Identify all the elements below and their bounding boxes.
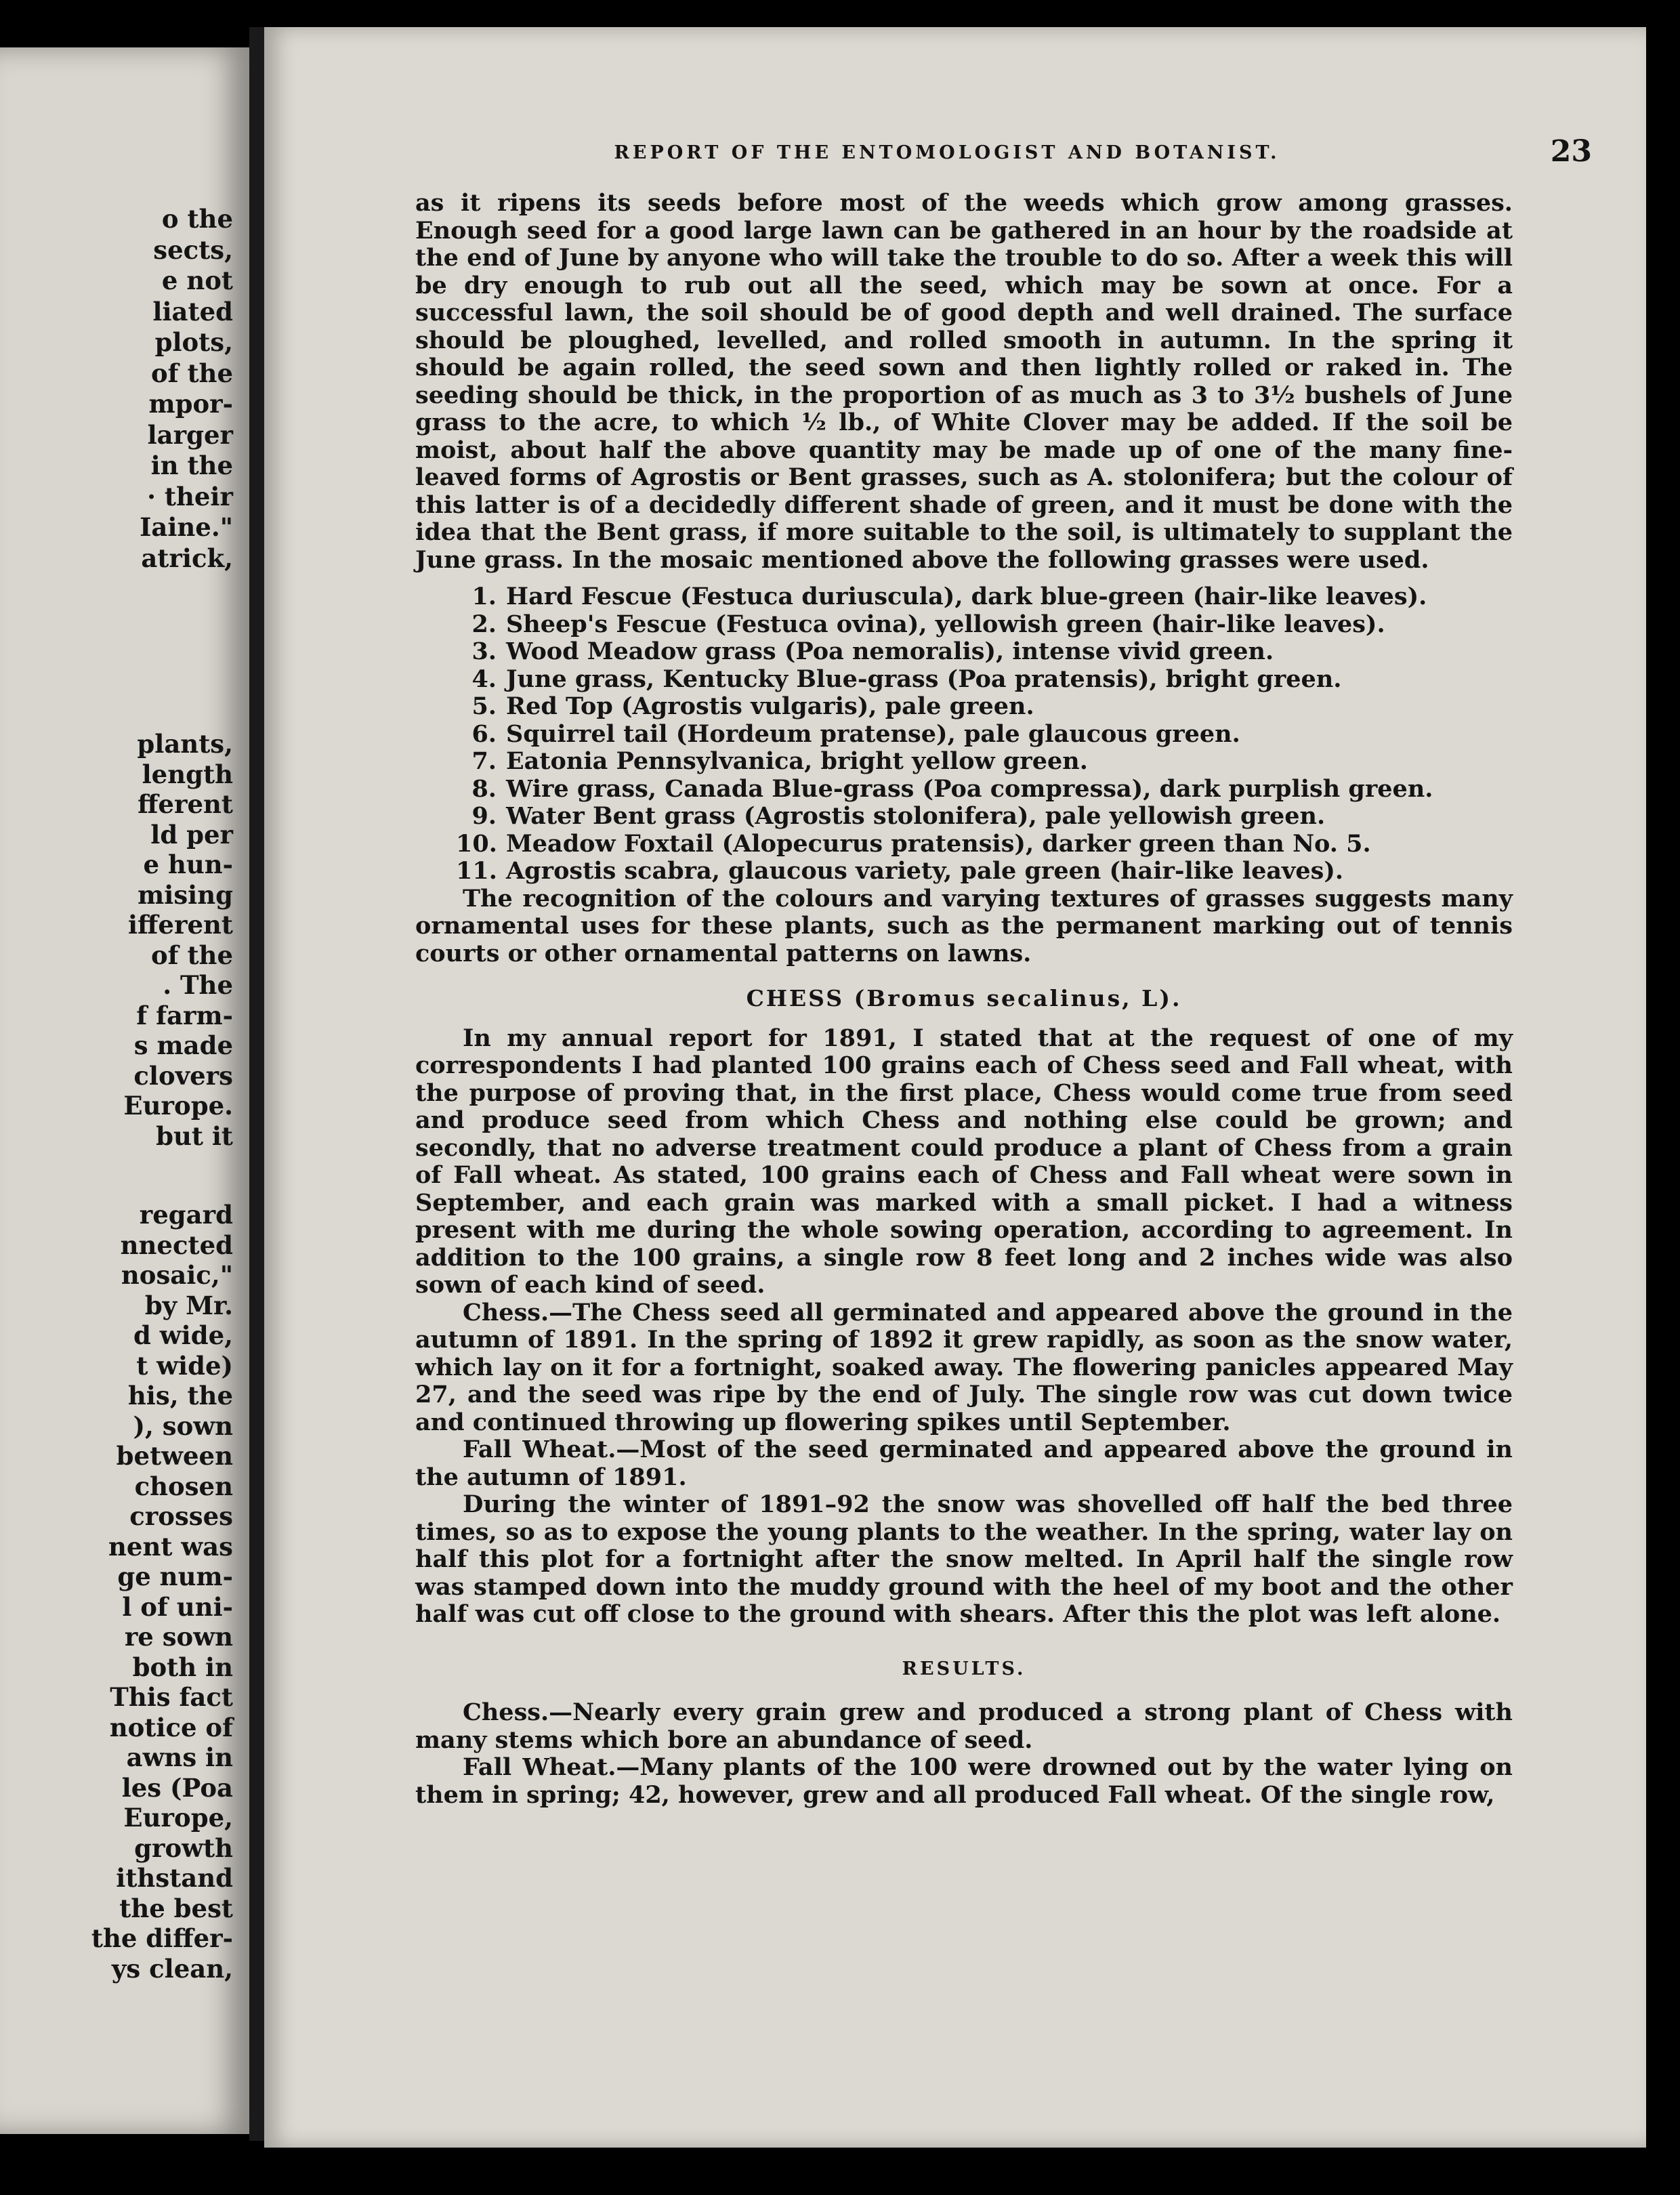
left-page-line: fferent <box>138 789 233 819</box>
grass-list-item <box>456 666 1513 694</box>
left-page-line: larger <box>147 419 233 450</box>
grass-list-text: Sheep's Fescue (Festuca ovina), yellowish green (hair-like leaves). <box>506 610 1385 638</box>
left-page-line: Europe, <box>123 1803 233 1833</box>
left-page-line: plots, <box>154 327 233 357</box>
left-page-line: ), sown <box>133 1410 233 1441</box>
paragraph-chess-experiment: In my annual report for 1891, I stated that at the request of one of my correspondents I had planted 100 grains each of Chess seed and Fall wheat, with the purpose of proving that, in the first place, Chess would come true from seed and produce seed from which Chess and nothing else could be grown; and secondly, that no adverse treatment could produce a plant of Chess from a grain of Fall wheat. As stated, 100 grains each of Chess and Fall wheat were sown in September, and each grain was marked with a small picket. I had a witness present with me during the whole sowing operation, according to agreement. In addition to the 100 grains, a single row 8 feet long and 2 inches wide was also sown of each kind of seed. <box>415 1024 1513 1299</box>
grass-list-text: Eatonia Pennsylvanica, bright yellow green. <box>506 747 1088 775</box>
left-page-line: his, the <box>127 1381 233 1410</box>
left-page-line: growth <box>134 1833 233 1863</box>
left-page-line: . The <box>163 970 233 1000</box>
left-page-line: e hun- <box>143 850 233 879</box>
left-page-line: atrick, <box>141 543 233 573</box>
left-page-line: the best <box>119 1893 233 1923</box>
grass-list-item <box>456 831 1513 858</box>
left-page-line: ld per <box>150 819 233 850</box>
left-page-line: the differ- <box>91 1923 233 1953</box>
left-page-line: nent was <box>108 1531 233 1562</box>
grass-list-item <box>456 693 1513 721</box>
grass-list-number: 6. <box>471 719 497 748</box>
grass-list-number: 5. <box>471 692 497 720</box>
left-page-line: Iaine." <box>140 512 233 542</box>
left-page-line: crosses <box>129 1501 233 1531</box>
grass-list-text: Hard Fescue (Festuca duriuscula), dark blue-green (hair-like leaves). <box>506 583 1427 610</box>
left-page-line: ys clean, <box>111 1953 233 1984</box>
left-page-line: o the <box>161 204 233 234</box>
grass-list-text: June grass, Kentucky Blue-grass (Poa pratensis), bright green. <box>506 665 1342 693</box>
left-page-line: re sown <box>124 1622 233 1652</box>
grass-list-text: Wire grass, Canada Blue-grass (Poa compressa), dark purplish green. <box>506 774 1433 803</box>
left-page-line: ge num- <box>117 1562 233 1591</box>
body-text <box>415 190 1513 1809</box>
left-page-line: ithstand <box>116 1863 233 1893</box>
left-page-line: chosen <box>134 1471 233 1501</box>
left-page-line: clovers <box>133 1060 233 1091</box>
grass-list-number: 8. <box>471 774 497 803</box>
running-head: REPORT OF THE ENTOMOLOGIST AND BOTANIST. <box>614 142 1280 163</box>
paragraph-winter-treatment: During the winter of 1891–92 the snow was shovelled off half the bed three times, so as to expose the young plants to the weather. In the spring, water lay on half this plot for a fortnight after the snow melted. In April half the single row was stamped down into the muddy ground with the heel of my boot and the other half was cut off close to the ground with shears. After this the plot was left alone. <box>415 1490 1513 1628</box>
page-gutter <box>249 27 264 2141</box>
grass-list <box>415 583 1513 885</box>
grass-list-text: Red Top (Agrostis vulgaris), pale green. <box>506 692 1034 720</box>
section-heading-results: RESULTS. <box>902 1658 1026 1679</box>
left-page-line: mising <box>138 879 233 910</box>
paragraph-ornamental-uses: The recognition of the colours and varying textures of grasses suggests many ornamental uses for these plants, such as the permanent marking out of tennis courts or other ornamental patterns on lawns. <box>415 884 1513 967</box>
left-page-line: length <box>142 759 233 789</box>
grass-list-text: Water Bent grass (Agrostis stolonifera), pale yellowish green. <box>506 802 1326 830</box>
grass-list-item <box>456 803 1513 831</box>
grass-list-number: 4. <box>471 665 497 693</box>
page-number: 23 <box>1550 134 1592 169</box>
left-page-line: between <box>116 1441 233 1471</box>
left-page-line: This fact <box>110 1682 233 1712</box>
paragraph-chess-growth: Chess.—The Chess seed all germinated and appeared above the ground in the autumn of 1891. In the spring of 1892 it grew rapidly, as soon as the snow water, which lay on it for a fortnight, soaked away. The flowering panicles appeared May 27, and the seed was ripe by the end of July. The single row was cut down twice and continued throwing up flowering spikes until September. <box>415 1298 1513 1436</box>
left-page-line: both in <box>132 1652 233 1682</box>
section-heading-chess: CHESS (Bromus secalinus, L). <box>746 985 1182 1011</box>
paragraph-results-chess: Chess.—Nearly every grain grew and produced a strong plant of Chess with many stems which bore an abundance of seed. <box>415 1698 1513 1754</box>
grass-list-number: 11. <box>456 857 497 885</box>
grass-list-number: 9. <box>471 802 497 830</box>
left-page-line: d wide, <box>133 1320 233 1350</box>
paragraph-results-fall-wheat: Fall Wheat.—Many plants of the 100 were drowned out by the water lying on them in spring; 42, however, grew and all produced Fall wheat. Of the single row, <box>415 1753 1513 1809</box>
grass-list-text: Squirrel tail (Hordeum pratense), pale glaucous green. <box>506 719 1240 748</box>
grass-list-item <box>456 721 1513 749</box>
grass-list-item <box>456 748 1513 776</box>
grass-list-item <box>456 776 1513 803</box>
grass-list-item <box>456 611 1513 639</box>
grass-list-number: 10. <box>456 829 497 858</box>
left-page-line: of the <box>150 940 233 970</box>
left-page-line: Europe. <box>123 1091 233 1121</box>
left-page-line: · their <box>147 481 233 511</box>
left-page-line: liated <box>152 296 233 327</box>
left-page-line: f farm- <box>136 1000 233 1030</box>
grass-list-text: Agrostis scabra, glaucous variety, pale green (hair-like leaves). <box>506 857 1344 885</box>
left-page-line: nnected <box>120 1230 233 1260</box>
left-page-line: t wide) <box>136 1350 233 1381</box>
left-page-line: les (Poa <box>121 1772 233 1803</box>
grass-list-item <box>456 638 1513 666</box>
paragraph-lawn-seeding: as it ripens its seeds before most of the weeds which grow among grasses. Enough seed for a good large lawn can be gathered in an hour by the roadside at the end of June by anyone who will take the trouble to do so. After a week this will be dry enough to rub out all the seed, which may be sown at once. For a successful lawn, the soil should be of good depth and well drained. The surface should be ploughed, levelled, and rolled smooth in autumn. In the spring it should be again rolled, the seed sown and then lightly rolled or raked in. The seeding should be thick, in the proportion of as much as 3 to 3½ bushels of June grass to the acre, to which ½ lb., of White Clover may be added. If the soil be moist, about half the above quantity may be made up of one of the many fine-leaved forms of Agrostis or Bent grasses, such as A. stolonifera; but the colour of this latter is of a decidedly different shade of green, and it must be done with the idea that the Bent grass, if more suitable to the soil, is ultimately to supplant the June grass. In the mosaic mentioned above the following grasses were used. <box>415 189 1513 574</box>
left-page-line: regard <box>139 1200 233 1230</box>
left-page-line: mpor- <box>148 389 233 419</box>
left-page-line: of the <box>150 358 233 388</box>
grass-list-item <box>456 583 1513 611</box>
grass-list-number: 7. <box>471 747 497 775</box>
left-page-line: by Mr. <box>144 1290 233 1320</box>
left-page-line: notice of <box>109 1712 233 1742</box>
left-facing-page <box>0 47 249 2134</box>
left-page-line: l of uni- <box>122 1591 233 1622</box>
left-page-line: sects, <box>153 234 233 265</box>
left-page-line: in the <box>150 451 233 480</box>
left-page-line: nosaic," <box>121 1260 233 1290</box>
left-page-line: but it <box>156 1121 233 1151</box>
left-page-line: awns in <box>126 1742 233 1772</box>
grass-list-item <box>456 858 1513 885</box>
grass-list-number: 2. <box>471 610 497 638</box>
left-page-line: plants, <box>137 729 233 759</box>
grass-list-number: 1. <box>471 583 497 610</box>
left-page-line: ifferent <box>128 910 233 940</box>
paragraph-fall-wheat: Fall Wheat.—Most of the seed germinated and appeared above the ground in the autumn of 1891. <box>415 1436 1513 1491</box>
grass-list-text: Wood Meadow grass (Poa nemoralis), intense vivid green. <box>506 637 1274 665</box>
left-page-line: s made <box>133 1030 233 1060</box>
grass-list-number: 3. <box>471 637 497 665</box>
left-page-line: e not <box>161 266 233 295</box>
grass-list-text: Meadow Foxtail (Alopecurus pratensis), darker green than No. 5. <box>506 829 1371 858</box>
